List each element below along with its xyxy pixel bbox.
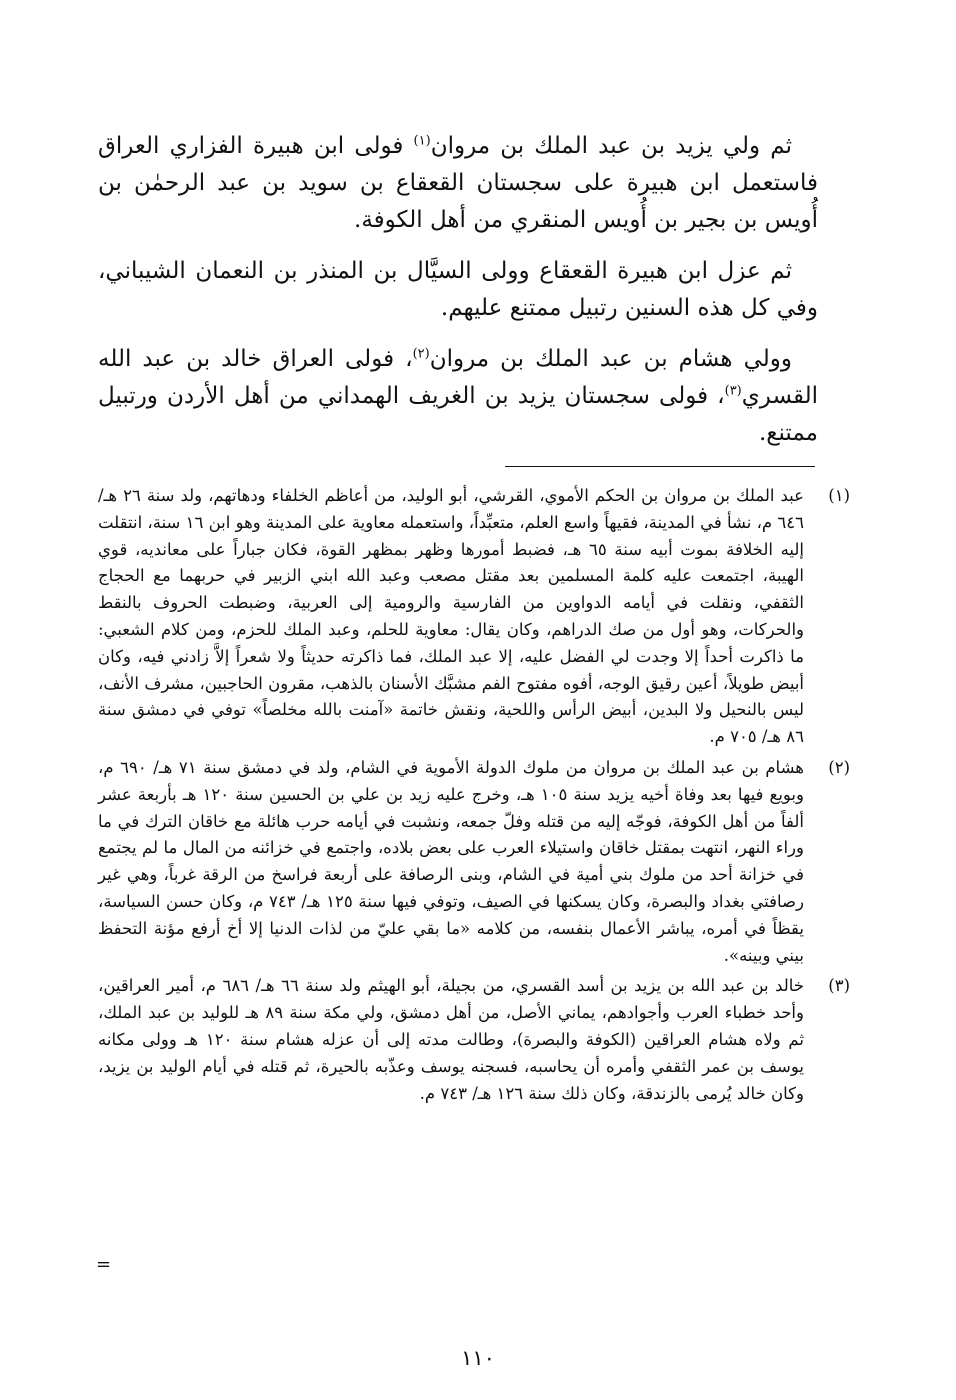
- footnote-ref-3[interactable]: (٣): [724, 383, 742, 399]
- paragraph-3: [98, 341, 818, 452]
- footnote-text: خالد بن عبد الله بن يزيد بن أسد القسري، من بجيلة، أبو الهيثم ولد سنة ٦٦ هـ/ ٦٨٦ م، أمير العراقين، وأحد خطباء العرب وأجوادهم، يماني الأصل، من أهل دمشق، ولي مكة سنة ٨٩ هـ للوليد بن عبد الملك، ثم ولاه هشام العراقين (الكوفة والبصرة)، وطالت مدته إلى أن عزله هشام سنة ١٢٠ هـ وولى مكانه يوسف بن عمر الثقفي وأمره أن يحاسبه، فسجنه يوسف وعذّبه بالحيرة، ثم قتله في أيام الوليد بن يزيد، وكان خالد يُرمى بالزندقة، وكان ذلك سنة ١٢٦ هـ/ ٧٤٣ م.: [98, 976, 804, 1103]
- page-number: ١١٠: [461, 1346, 495, 1370]
- paragraph-1: [98, 128, 818, 239]
- footnote-number: (٣): [828, 976, 850, 996]
- main-text: [98, 128, 818, 466]
- footnote-number: (٢): [828, 757, 850, 777]
- paragraph-1-part-b: فولى ابن هبيرة الفزاري العراق فاستعمل ابن هبيرة على سجستان القعقاع بن سويد بن عبد الرحمٰن بن أُويس بن بجير بن أُويس المنقري من أهل الكوفة.: [98, 133, 818, 233]
- paragraph-3-part-b: ، فولى العراق خالد بن عبد الله القسري: [98, 346, 818, 409]
- footnote-ref-1[interactable]: (١): [413, 133, 431, 149]
- footnote-1: [98, 483, 850, 751]
- footnotes: [98, 483, 850, 1111]
- paragraph-2: [98, 253, 818, 327]
- paragraph-3-part-c: ، فولى سجستان يزيد بن الغريف الهمداني من أهل الأردن ورتبيل ممتنع.: [98, 383, 818, 446]
- continuation-mark: =: [96, 1254, 112, 1275]
- footnote-2: [98, 755, 850, 969]
- footnote-3: [98, 973, 850, 1107]
- footnote-number: (١): [828, 486, 850, 505]
- paragraph-3-part-a: وولي هشام بن عبد الملك بن مروان: [429, 346, 792, 372]
- footnote-separator: [505, 466, 815, 467]
- footnote-text: هشام بن عبد الملك بن مروان من ملوك الدولة الأموية في الشام، ولد في دمشق سنة ٧١ هـ/ ٦٩٠ م، وبويع فيها بعد وفاة أخيه يزيد سنة ١٠٥ هـ، وخرج عليه زيد بن علي بن الحسين سنة ١٢٠ هـ بأربعة عشر ألفاً من أهل الكوفة، فوجّه إليه من قتله وفلّ جمعه، ونشبت في أيامه حرب هائلة مع خاقان الترك في ما وراء النهر، انتهت بمقتل خاقان واستيلاء العرب على بعض بلاده، واجتمع في خزائنه من المال ما لم يجتمع في خزانة أحد من ملوك بني أمية في الشام، وبنى الرصافة على أربعة فراسخ من الرقة غرباً، وهي غير رصافتي بغداد والبصرة، وكان يسكنها في الصيف، وتوفي فيها سنة ١٢٥ هـ/ ٧٤٣ م، وكان حسن السياسة، يقظاً في أمره، يباشر الأعمال بنفسه، من كلامه «ما بقي عليّ من لذات الدنيا إلا أخ أرفع مؤنة التحفظ بيني وبينه».: [98, 757, 805, 965]
- paragraph-2-text: ثم عزل ابن هبيرة القعقاع وولى السيَّال بن المنذر بن النعمان الشيباني، وفي كل هذه السنين رتبيل ممتنع عليهم.: [98, 258, 818, 321]
- footnote-text: عبد الملك بن مروان بن الحكم الأموي، القرشي، أبو الوليد، من أعاظم الخلفاء ودهاتهم، ولد سنة ٢٦ هـ/ ٦٤٦ م، نشأ في المدينة، فقيهاً واسع العلم، متعبِّداً، واستعمله معاوية على المدينة وهو ابن ١٦ سنة، انتقلت إليه الخلافة بموت أبيه سنة ٦٥ هـ، فضبط أمورها وظهر بمظهر القوة، فكان جباراً على معانديه، قوي الهيبة، اجتمعت عليه كلمة المسلمين بعد مقتل مصعب وعبد الله ابني الزبير في حربهما مع الحجاج الثقفي، ونقلت في أيامه الدواوين من الفارسية والرومية إلى العربية، وضبطت الحروف بالنقط والحركات، وهو أول من صك الدراهم، وكان يقال: معاوية للحلم، وعبد الملك للحزم، ومن كلام الشعبي: ما ذاكرت أحداً إلا وجدت لي الفضل عليه، إلا عبد الملك، فما ذاكرته حديثاً ولا شعراً إلاَّ زادني فيه، وكان أبيض طويلاً، أعين رقيق الوجه، أفوه مفتوح الفم مشبَّك الأسنان بالذهب، مقرون الحاجبين، مشرف الأنف، ليس بالنحيل ولا البدين، أبيض الرأس واللحية، ونقش خاتمة «آمنت بالله مخلصاً» توفي في دمشق سنة ٨٦ هـ/ ٧٠٥ م.: [97, 486, 805, 747]
- paragraph-1-part-a: ثم ولي يزيد بن عبد الملك بن مروان: [430, 133, 792, 159]
- footnote-ref-2[interactable]: (٢): [412, 346, 430, 362]
